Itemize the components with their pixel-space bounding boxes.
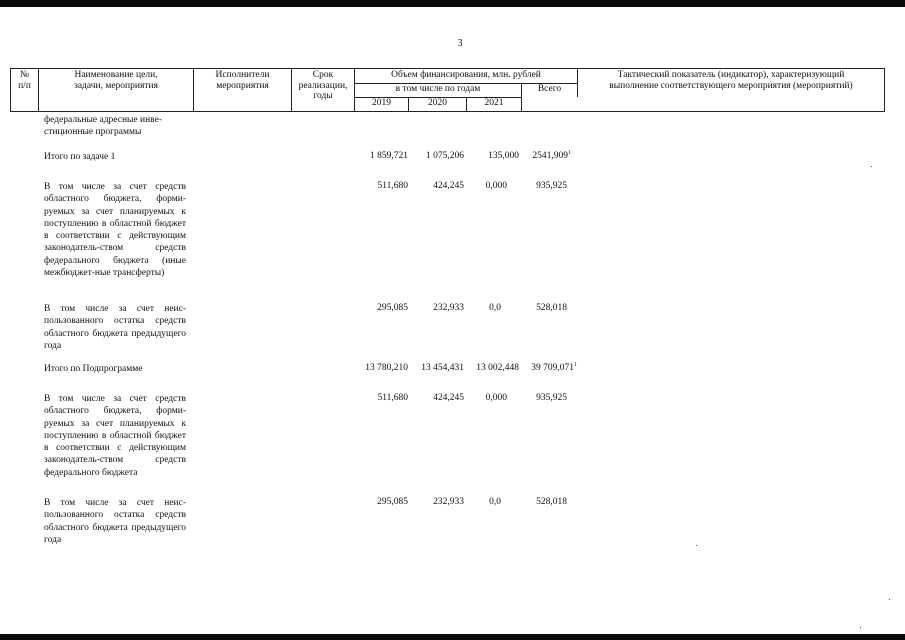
cell-2019: 1 859,721 (370, 151, 408, 161)
header-year-2021: 2021 (467, 97, 522, 111)
cell-2019: 511,680 (377, 181, 408, 191)
header-col-finance: Объем финансирования, млн. рублей (355, 69, 578, 83)
scan-speck (889, 599, 890, 600)
cell-total: 935,925 (536, 181, 567, 191)
cell-total-value: 2541,909 (532, 151, 568, 161)
footnote-mark: 1 (568, 149, 571, 156)
cell-2019: 295,085 (377, 497, 408, 507)
row-label-task-total: Итого по задаче 1 (44, 152, 116, 162)
row-label-regional-budget: В том числе за счет средств областного бюджета, форми-руемых за счет планируемых к поступлению в областной бюджет в соответствии с действующим законодатель-ством средств федерального бюджета (44, 394, 186, 478)
row-label-unused-balance: В том числе за счет неис-пользованного остатка средств областного бюджета предыдущего года (44, 498, 186, 545)
footnote-mark: 1 (574, 361, 577, 368)
header-rule-years (355, 97, 522, 98)
cell-2020: 13 454,431 (421, 363, 464, 373)
cell-2019: 511,680 (377, 393, 408, 403)
cell-2021: 13 002,448 (476, 363, 519, 373)
header-col-term: Срок реализации, годы (292, 69, 355, 111)
header-col-name: Наименование цели, задачи, мероприятия (39, 69, 194, 111)
cell-2020: 232,933 (433, 303, 464, 313)
cell-total (531, 363, 577, 373)
row-label-regional-budget: В том числе за счет средств областного бюджета, форми-руемых за счет планируемых к поступлению в областной бюджет в соответствии с действующим законодатель-ством средств федерального бюджета (иные межбюджет-ные трансферты) (44, 182, 186, 279)
page-number: 3 (457, 38, 463, 49)
header-col-indicator: Тактический показатель (индикатор), характеризующий выполнение соответствующего мероприятия (мероприятий) (609, 70, 853, 91)
scan-speck (696, 545, 697, 546)
row-label-continued: федеральные адресные инве- стиционные программы (44, 115, 162, 138)
scan-edge-top (0, 0, 905, 7)
cell-total: 528,018 (536, 497, 567, 507)
header-col-total: Всего (522, 83, 578, 97)
scan-speck (871, 166, 872, 167)
scan-edge-bottom (0, 634, 905, 640)
cell-2021: 0,0 (489, 497, 501, 507)
header-col-executors: Исполнители мероприятия (194, 69, 292, 111)
cell-2021: 0,000 (485, 181, 507, 191)
cell-total-value: 39 709,071 (531, 363, 574, 373)
header-col-by-years: в том числе по годам (355, 83, 522, 97)
header-year-2020: 2020 (409, 97, 467, 111)
cell-total: 528,018 (536, 303, 567, 313)
cell-2021: 0,0 (489, 303, 501, 313)
cell-total: 935,925 (536, 393, 567, 403)
row-label-unused-balance: В том числе за счет неис-пользованного остатка средств областного бюджета предыдущего года (44, 304, 186, 351)
cell-total (532, 151, 571, 161)
cell-2020: 424,245 (433, 393, 464, 403)
header-year-2019: 2019 (355, 97, 409, 111)
header-col-number: № п/п (11, 69, 39, 111)
cell-2019: 295,085 (377, 303, 408, 313)
cell-2020: 232,933 (433, 497, 464, 507)
cell-2021: 135,000 (488, 151, 519, 161)
header-rule-finance (355, 83, 578, 84)
cell-2021: 0,000 (485, 393, 507, 403)
scan-speck (860, 627, 861, 628)
cell-2020: 1 075,206 (426, 151, 464, 161)
cell-2020: 424,245 (433, 181, 464, 191)
row-label-subprogram-total: Итого по Подпрограмме (44, 364, 143, 374)
table-header (10, 68, 885, 112)
cell-2019: 13 780,210 (365, 363, 408, 373)
